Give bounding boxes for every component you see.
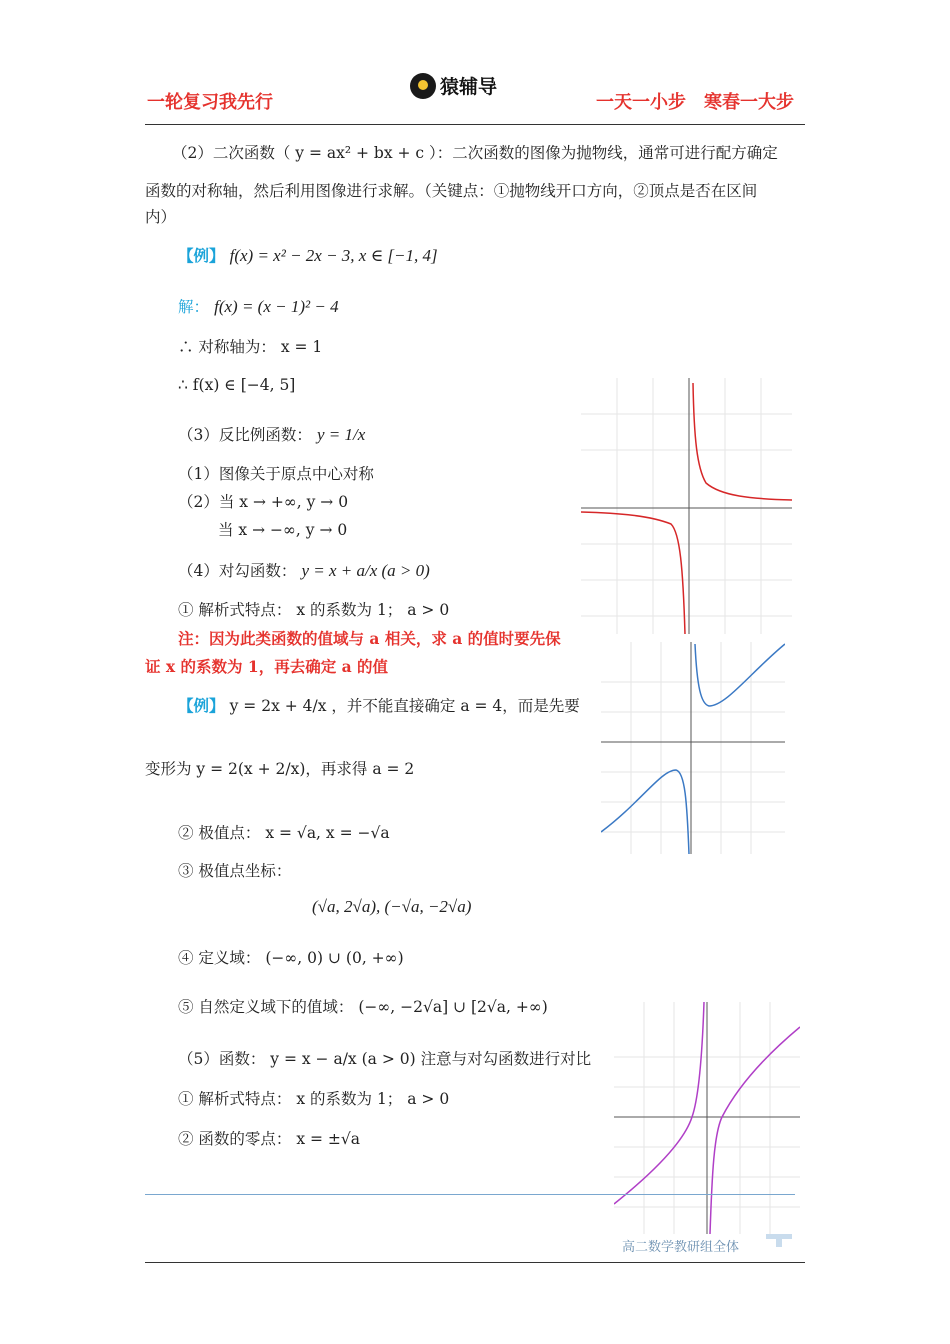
footer-divider — [145, 1262, 805, 1263]
header-left-slogan: 一轮复习我先行 — [147, 92, 273, 113]
brand-logo — [410, 72, 497, 99]
hook-point-5: ⑤ 自然定义域下的值域： (−∞, −2√a] ∪ [2√a, +∞) — [178, 998, 548, 1016]
inverse-point-1: （1）图像关于原点中心对称 — [178, 465, 374, 483]
inverse-function-graph — [581, 378, 792, 634]
inverse-title: （3）反比例函数： — [178, 426, 312, 444]
quad-intro-line-2: 函数的对称轴，然后利用图像进行求解。（关键点：①抛物线开口方向，②顶点是否在区间 — [145, 182, 758, 200]
func5-point-2: ② 函数的零点： x = ±√a — [178, 1130, 361, 1148]
example-1-tag: 【例】 — [178, 246, 225, 265]
note-line-1: 注：因为此类函数的值域与 a 相关，求 a 的值时要先保 — [178, 629, 561, 648]
inverse-heading — [178, 424, 365, 446]
inverse-point-3: 当 x → −∞, y → 0 — [218, 521, 348, 539]
footer-text: 高二数学教研组全体 — [622, 1240, 740, 1255]
brand-logo-text: 猿辅导 — [440, 76, 498, 98]
solution — [178, 296, 339, 318]
func5-point-1: ① 解析式特点： x 的系数为 1； a > 0 — [178, 1090, 450, 1108]
brand-logo-icon — [410, 73, 436, 99]
range-line: ∴ f(x) ∈ [−4, 5] — [178, 376, 296, 394]
example-1 — [178, 245, 438, 267]
solution-label: 解： — [178, 298, 210, 316]
example-2-tag: 【例】 — [178, 696, 225, 715]
solution-expr: f(x) = (x − 1)² − 4 — [214, 297, 339, 316]
hook-title: （4）对勾函数： — [178, 562, 297, 580]
footer-decoration-icon — [764, 1230, 794, 1248]
hook-function-graph — [601, 642, 785, 854]
quad-intro-line-1: （2）二次函数（ y = ax² + bx + c ）：二次函数的图像为抛物线，通常可进行配方确定 — [172, 144, 778, 162]
quad-intro-line-3: 内） — [145, 208, 177, 226]
difference-function-graph — [614, 1002, 800, 1234]
hook-expr: y = x + a/x (a > 0) — [301, 561, 430, 580]
hook-point-1: ① 解析式特点： x 的系数为 1； a > 0 — [178, 601, 450, 619]
note-line-2: 证 x 的系数为 1，再去确定 a 的值 — [145, 657, 389, 676]
curve-positive-branch — [710, 1027, 800, 1234]
hook-point-3: ③ 极值点坐标： — [178, 862, 292, 880]
axis-line: ∴ 对称轴为： x = 1 — [178, 338, 323, 356]
curve-negative-branch — [614, 1002, 704, 1204]
hook-point-4: ④ 定义域： (−∞, 0) ∪ (0, +∞) — [178, 949, 404, 967]
func5-title: （5）函数： y = x − a/x (a > 0) 注意与对勾函数进行对比 — [178, 1050, 592, 1068]
curve-positive-branch — [695, 644, 785, 706]
example-2-continued: 变形为 y = 2(x + 2/x)，再求得 a = 2 — [145, 760, 415, 778]
header-divider — [145, 124, 805, 125]
example-2 — [178, 695, 580, 717]
curve-positive-branch — [693, 383, 792, 500]
hook-heading — [178, 560, 430, 582]
footer-accent-line — [145, 1194, 795, 1195]
curve-negative-branch — [601, 770, 689, 854]
hook-point-2: ② 极值点： x = √a, x = −√a — [178, 824, 390, 842]
inverse-expr: y = 1/x — [316, 425, 366, 444]
header-right-slogan: 一天一小步 寒春一大步 — [596, 92, 794, 113]
inverse-point-2: （2）当 x → +∞, y → 0 — [178, 493, 349, 511]
hook-point-3-expr: (√a, 2√a), (−√a, −2√a) — [312, 897, 472, 916]
example-2-expr: y = 2x + 4/x ，并不能直接确定 a = 4，而是先要 — [229, 697, 580, 715]
example-1-expr: f(x) = x² − 2x − 3, x ∈ [−1, 4] — [229, 246, 438, 265]
